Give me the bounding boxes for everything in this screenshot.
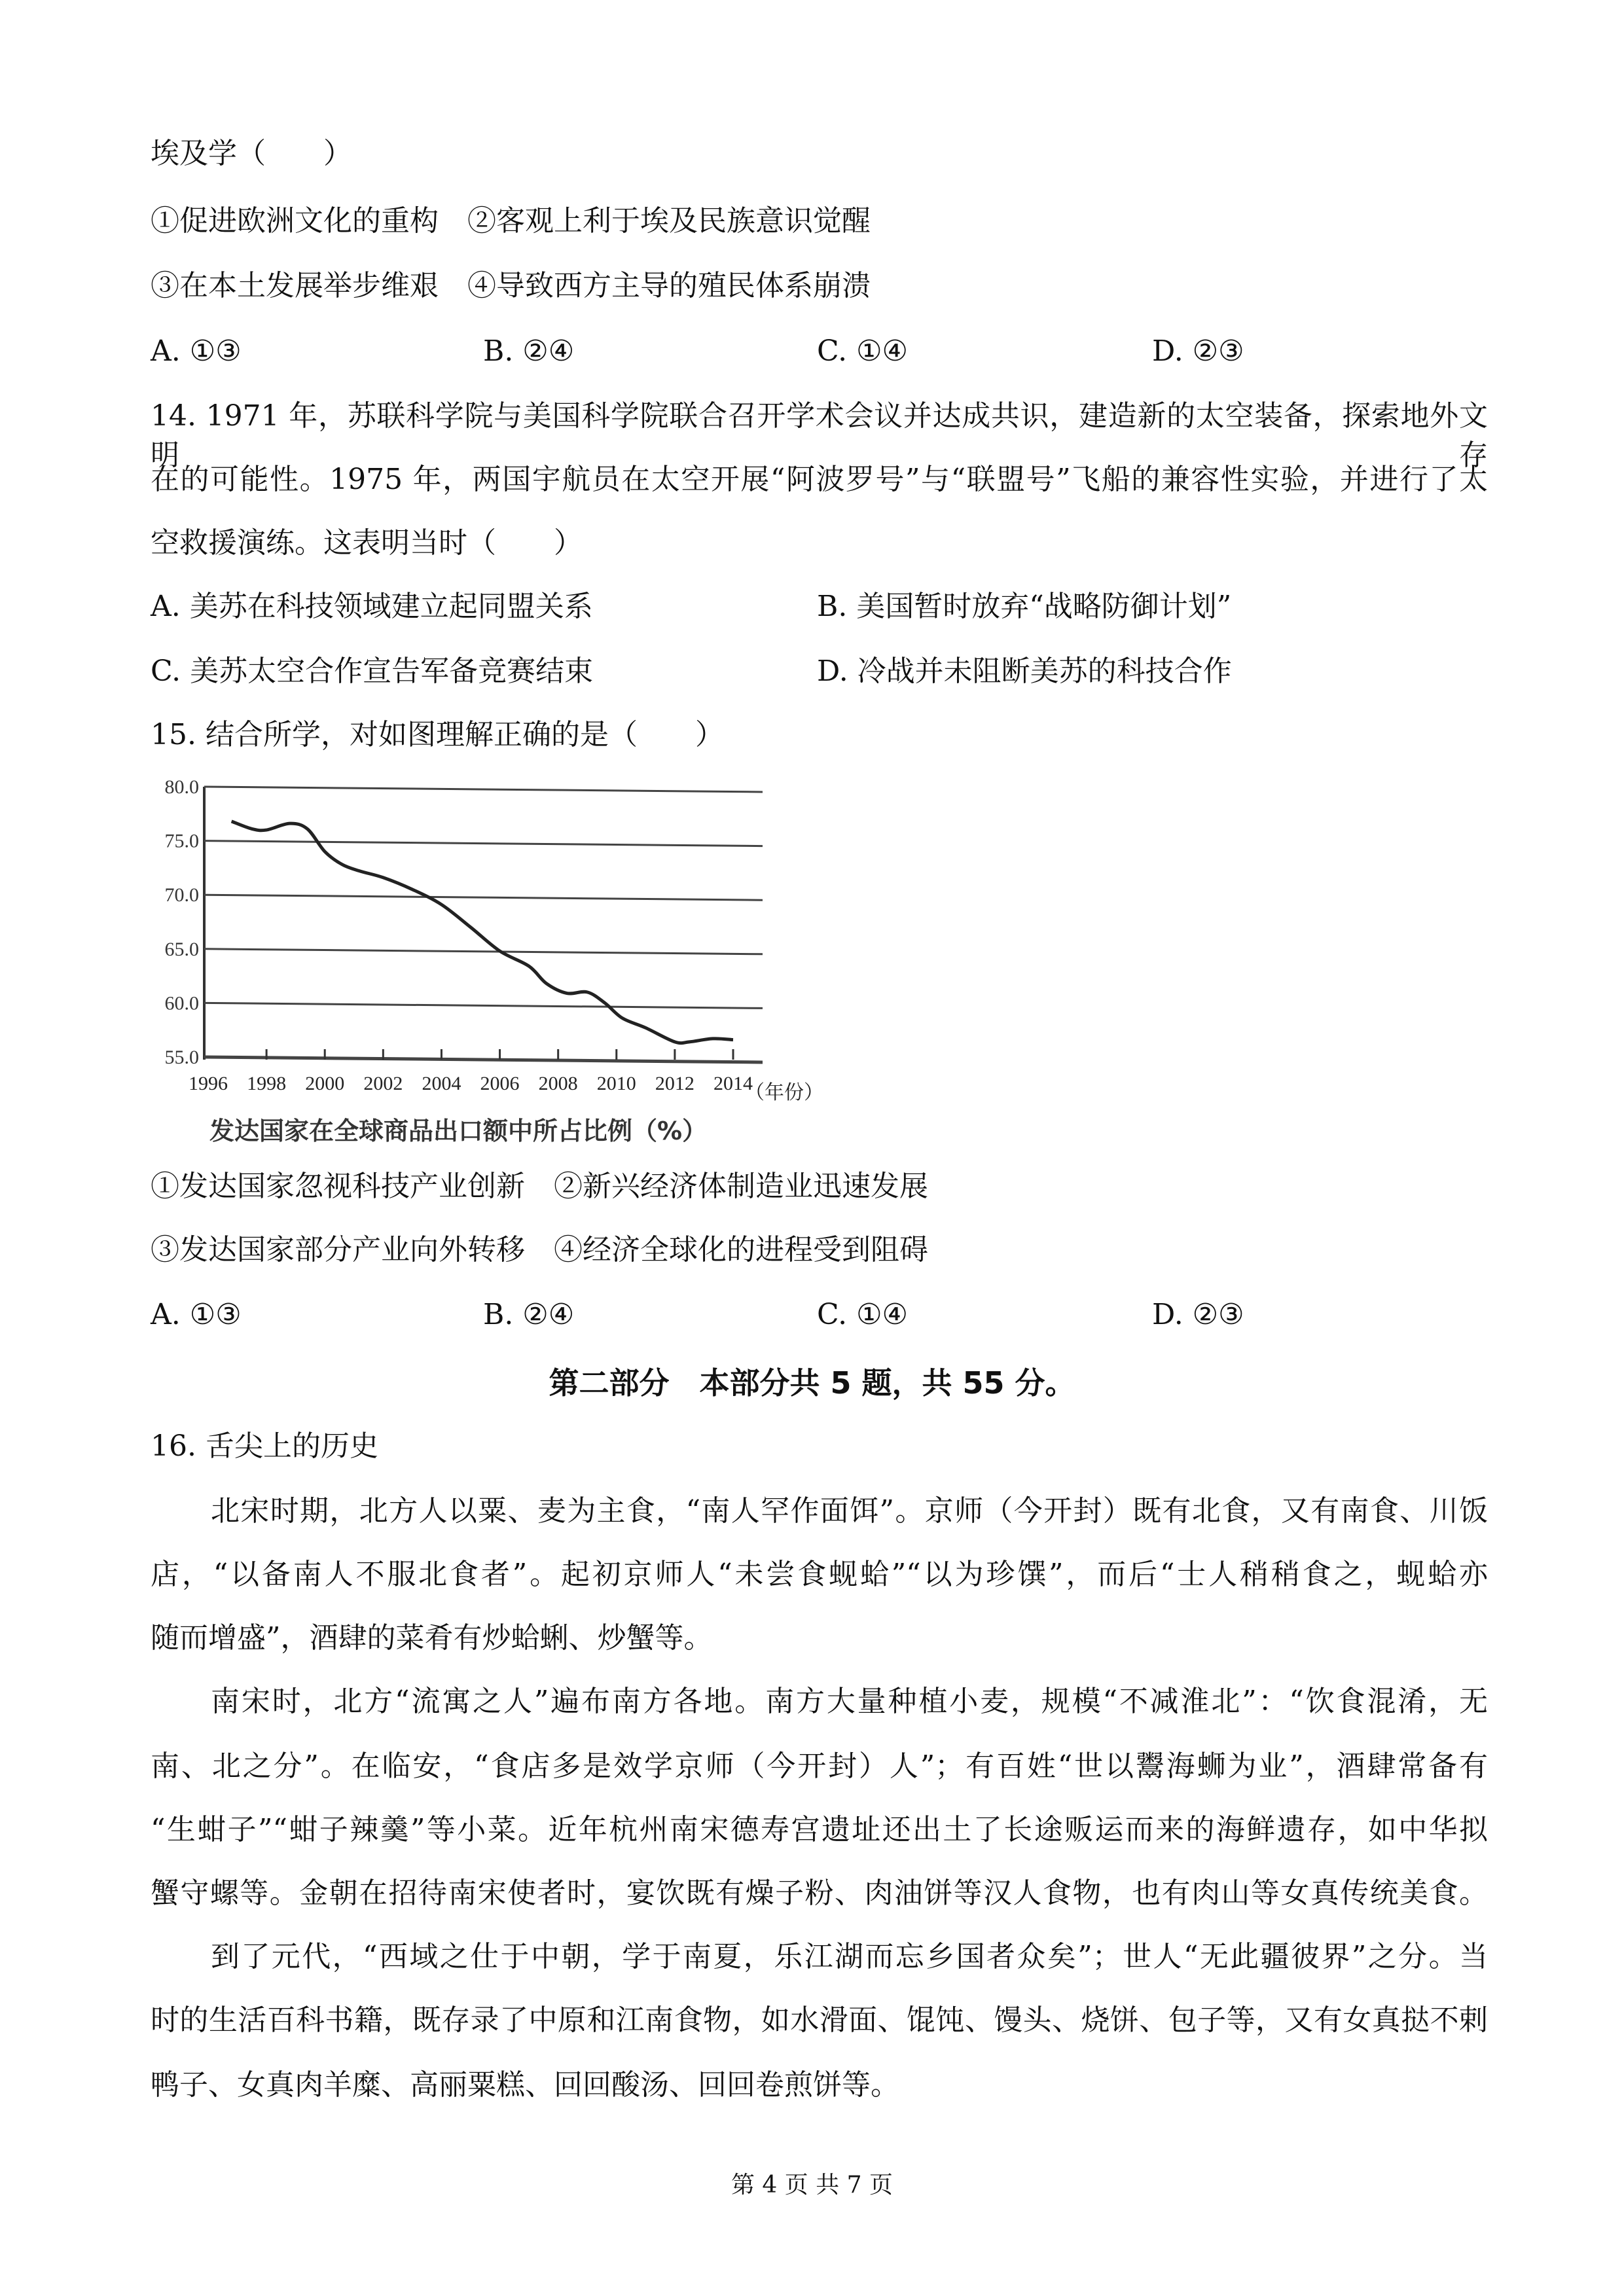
q14-option-b[interactable]: B. 美国暂时放弃“战略防御计划” [817,590,1232,623]
chart-x-tick-label: 2012 [655,1073,695,1094]
q16-paragraph-line: 到了元代，“西域之仕于中朝，学于南夏，乐江湖而忘乡国者众矣”；世人“无此疆彼界”之分。当 [211,1940,1488,1973]
chart-x-tick-label: 2002 [363,1073,403,1094]
chart-gridline [204,895,763,900]
page-footer: 第 4 页 共 7 页 [731,2172,893,2198]
chart-gridline [204,1057,763,1062]
q14-stem-line: 在的可能性。1975 年，两国宇航员在太空开展“阿波罗号”与“联盟号”飞船的兼容性实验，并进行了太 [151,463,1488,496]
chart-gridline [204,841,763,846]
q13-option-b[interactable]: B. ②④ [483,334,575,368]
q16-title: 16. 舌尖上的历史 [151,1429,378,1463]
chart-y-tick-label: 70.0 [164,884,199,906]
chart-title: 发达国家在全球商品出口额中所占比例（%） [209,1117,708,1145]
section-2-heading: 第二部分 本部分共 5 题，共 55 分。 [549,1365,1075,1401]
q13-item-line: ③在本土发展举步维艰 ④导致西方主导的殖民体系崩溃 [151,269,871,302]
q15-option-b[interactable]: B. ②④ [483,1298,575,1331]
q15-option-d[interactable]: D. ②③ [1152,1298,1244,1331]
q16-paragraph-line: 南宋时，北方“流寓之人”遍布南方各地。南方大量种植小麦，规模“不减淮北”：“饮食混淆，无 [211,1685,1488,1718]
q15-item-line: ①发达国家忽视科技产业创新 ②新兴经济体制造业迅速发展 [151,1170,928,1203]
q14-option-c[interactable]: C. 美苏太空合作宣告军备竞赛结束 [151,655,594,688]
q16-paragraph-line: 蟹守螺等。金朝在招待南宋使者时，宴饮既有燥子粉、肉油饼等汉人食物，也有肉山等女真传统美食。 [151,1876,1488,1910]
q16-paragraph-line: 随而增盛”，酒肆的菜肴有炒蛤蜊、炒蟹等。 [151,1621,713,1655]
chart-gridline [204,787,763,792]
q14-stem-line: 空救援演练。这表明当时（ ） [151,526,583,560]
q16-paragraph-line: 鸭子、女真肉羊糜、高丽粟糕、回回酸汤、回回卷煎饼等。 [151,2068,899,2102]
chart-x-tick-label: 2006 [480,1073,520,1094]
chart-x-tick-label: 2004 [422,1073,461,1094]
chart-gridline [204,949,763,954]
chart-y-tick-label: 55.0 [164,1047,199,1068]
export-share-line-chart [131,762,884,1155]
q13-option-d[interactable]: D. ②③ [1152,334,1244,368]
q13-stem-tail: 埃及学（ ） [151,137,352,170]
chart-y-tick-label: 65.0 [164,938,199,960]
q13-option-c[interactable]: C. ①④ [817,334,908,368]
q16-paragraph-line: 南、北之分”。在临安，“食店多是效学京师（今开封）人”；有百姓“世以鬻海蛳为业”，酒肆常备有 [151,1749,1488,1783]
chart-series-line [232,821,733,1043]
q15-option-a[interactable]: A. ①③ [151,1298,242,1331]
q14-option-d[interactable]: D. 冷战并未阻断美苏的科技合作 [817,655,1232,688]
chart-x-tick-label: 1998 [247,1073,287,1094]
q13-option-a[interactable]: A. ①③ [151,334,242,368]
chart-x-tick-label: 1996 [189,1073,228,1094]
q16-paragraph-line: 北宋时期，北方人以粟、麦为主食，“南人罕作面饵”。京师（今开封）既有北食，又有南食、川饭 [211,1494,1488,1528]
q14-option-a[interactable]: A. 美苏在科技领域建立起同盟关系 [151,590,593,623]
q15-stem: 15. 结合所学，对如图理解正确的是（ ） [151,718,724,751]
q16-paragraph-line: “生蚶子”“蚶子辣羹”等小菜。近年杭州南宋德寿宫遗址还出土了长途贩运而来的海鲜遗存，如中华拟 [151,1813,1488,1846]
q16-paragraph-line: 店，“以备南人不服北食者”。起初京师人“未尝食蚬蛤”“以为珍馔”，而后“士人稍稍食之，蚬蛤亦 [151,1558,1488,1591]
q13-item-line: ①促进欧洲文化的重构 ②客观上利于埃及民族意识觉醒 [151,204,871,238]
q15-item-line: ③发达国家部分产业向外转移 ④经济全球化的进程受到阻碍 [151,1233,928,1266]
q14-stem-line: 14. 1971 年，苏联科学院与美国科学院联合召开学术会议并达成共识，建造新的太空装备，探索地外文明存 [151,399,1488,472]
chart-y-tick-label: 60.0 [164,992,199,1014]
chart-gridline [204,1003,763,1008]
chart-y-tick-label: 80.0 [164,776,199,798]
chart-x-tick-label: 2010 [596,1073,636,1094]
chart-x-tick-label: 2008 [538,1073,578,1094]
chart-y-tick-label: 75.0 [164,830,199,852]
chart-x-tick-label: 2014 [713,1073,753,1094]
q15-option-c[interactable]: C. ①④ [817,1298,908,1331]
chart-x-axis-label: （年份） [745,1082,823,1103]
chart-x-tick-label: 2000 [305,1073,345,1094]
q16-paragraph-line: 时的生活百科书籍，既存录了中原和江南食物，如水滑面、馄饨、馒头、烧饼、包子等，又有女真挞不剌 [151,2003,1488,2037]
